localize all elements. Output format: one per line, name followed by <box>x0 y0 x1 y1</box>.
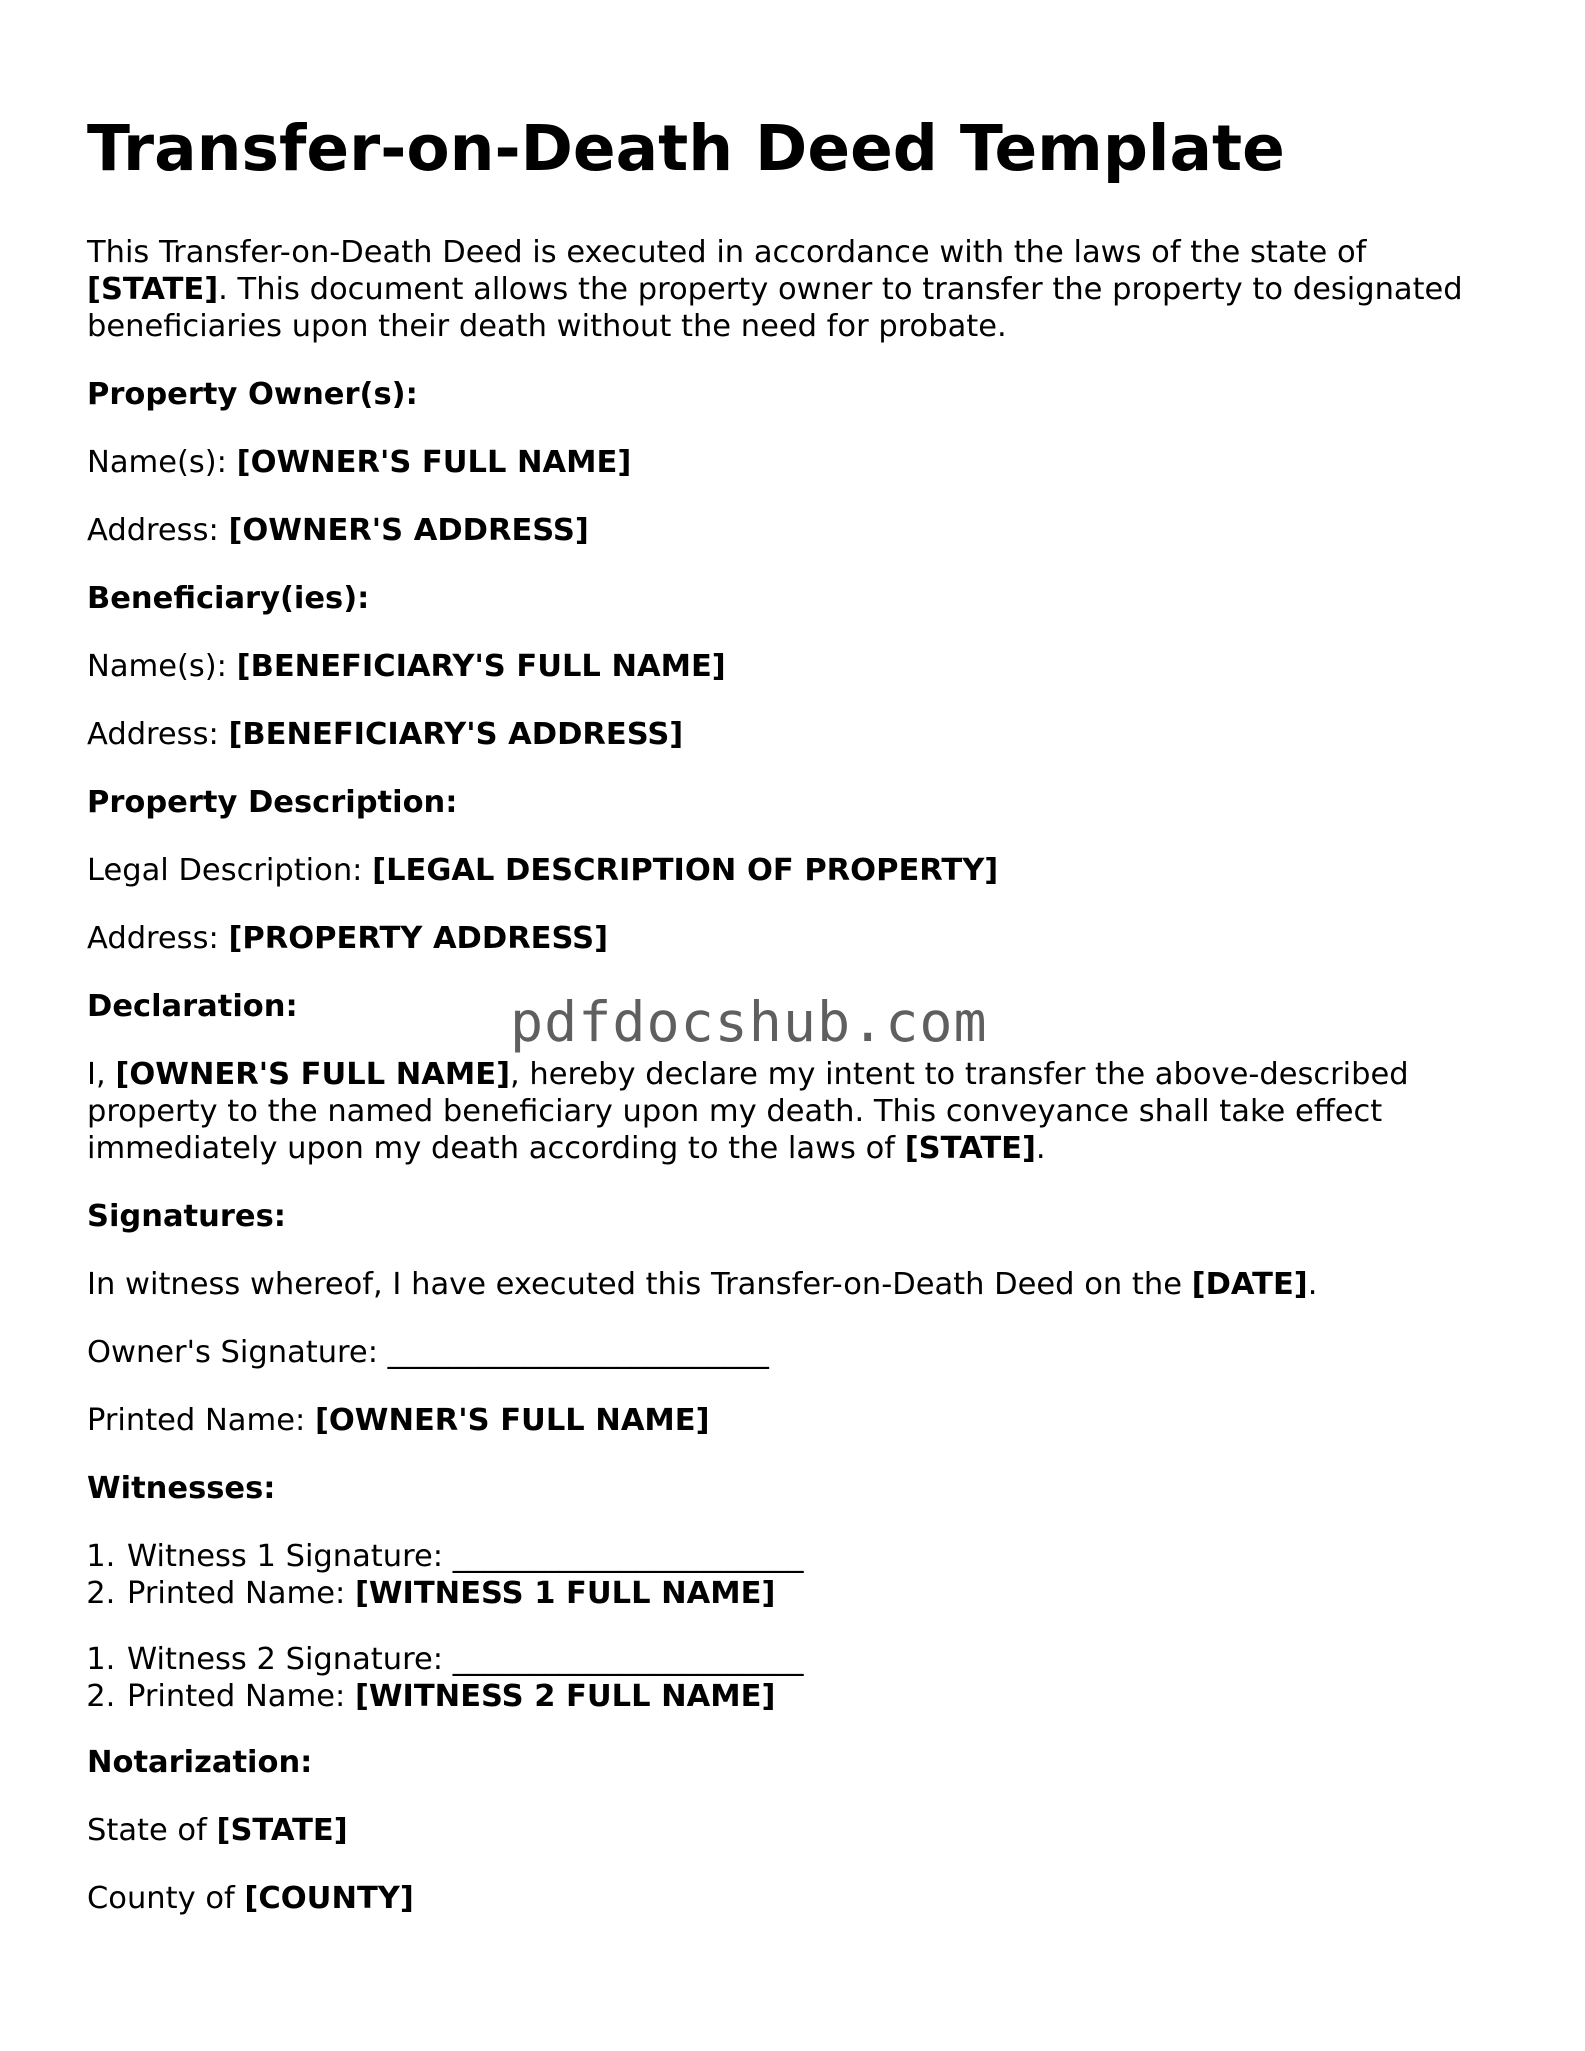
witness-1-signature-label: Witness 1 Signature: <box>127 1539 453 1574</box>
date-placeholder: [DATE] <box>1191 1267 1308 1302</box>
owner-address-label: Address: <box>87 513 229 548</box>
page-title: Transfer-on-Death Deed Template <box>87 112 1285 185</box>
owner-printed-name-placeholder: [OWNER'S FULL NAME] <box>314 1403 710 1438</box>
notary-state-line <box>87 1812 1507 1849</box>
witness-1-list <box>87 1538 1507 1612</box>
beneficiary-name-placeholder: [BENEFICIARY'S FULL NAME] <box>236 649 726 684</box>
property-legal-line <box>87 852 1507 889</box>
witness-whereof-text: In witness whereof, I have executed this Transfer-on-Death Deed on the <box>87 1267 1192 1302</box>
document-page <box>87 108 1507 1948</box>
beneficiary-address-line <box>87 716 1507 753</box>
notary-state-placeholder: [STATE] <box>216 1813 348 1848</box>
beneficiary-address-label: Address: <box>87 717 229 752</box>
witness-2-printed-name-label: Printed Name: <box>127 1679 355 1714</box>
owner-address-line <box>87 512 1507 549</box>
witness-whereof-end: . <box>1307 1267 1318 1302</box>
declaration-heading: Declaration: <box>87 989 298 1024</box>
witnesses-heading: Witnesses: <box>87 1471 276 1506</box>
witness-2-printed-name-item <box>125 1678 1507 1715</box>
property-address-placeholder: [PROPERTY ADDRESS] <box>228 921 609 956</box>
beneficiary-name-label: Name(s): <box>87 649 237 684</box>
witness-1-printed-name-placeholder: [WITNESS 1 FULL NAME] <box>354 1576 776 1611</box>
declaration-state-placeholder: [STATE] <box>904 1131 1036 1166</box>
notary-county-label: County of <box>87 1881 245 1916</box>
beneficiary-name-line <box>87 648 1507 685</box>
owner-signature-label: Owner's Signature: <box>87 1335 388 1370</box>
intro-text-start: This Transfer-on-Death Deed is executed in accordance with the laws of the state of <box>87 235 1367 270</box>
witness-2-signature-blank[interactable]: _______________________ <box>452 1642 804 1677</box>
beneficiary-heading: Beneficiary(ies): <box>87 581 370 616</box>
notary-state-label: State of <box>87 1813 217 1848</box>
declaration-owner-placeholder: [OWNER'S FULL NAME] <box>115 1057 511 1092</box>
witness-1-printed-name-item <box>125 1575 1507 1612</box>
owner-address-placeholder: [OWNER'S ADDRESS] <box>228 513 589 548</box>
declaration-text-start: I, <box>87 1057 116 1092</box>
owner-heading: Property Owner(s): <box>87 377 418 412</box>
witness-whereof-line <box>87 1266 1507 1303</box>
witness-1-signature-item <box>125 1538 1507 1575</box>
witness-2-printed-name-placeholder: [WITNESS 2 FULL NAME] <box>354 1679 776 1714</box>
witness-2-signature-item <box>125 1641 1507 1678</box>
witness-2-signature-label: Witness 2 Signature: <box>127 1642 453 1677</box>
notary-county-line <box>87 1880 1507 1917</box>
intro-paragraph <box>87 234 1507 345</box>
owner-printed-name-line <box>87 1402 1507 1439</box>
owner-signature-blank[interactable]: _________________________ <box>387 1335 769 1370</box>
property-heading: Property Description: <box>87 785 458 820</box>
owner-name-placeholder: [OWNER'S FULL NAME] <box>236 445 632 480</box>
owner-name-label: Name(s): <box>87 445 237 480</box>
beneficiary-address-placeholder: [BENEFICIARY'S ADDRESS] <box>228 717 684 752</box>
property-address-line <box>87 920 1507 957</box>
witness-1-printed-name-label: Printed Name: <box>127 1576 355 1611</box>
property-legal-placeholder: [LEGAL DESCRIPTION OF PROPERTY] <box>372 853 999 888</box>
owner-name-line <box>87 444 1507 481</box>
owner-signature-line <box>87 1334 1507 1371</box>
declaration-text-end: . <box>1035 1131 1046 1166</box>
signatures-heading: Signatures: <box>87 1199 286 1234</box>
owner-printed-name-label: Printed Name: <box>87 1403 315 1438</box>
declaration-paragraph <box>87 1056 1507 1167</box>
declaration-text-middle: , hereby declare my intent to transfer the above-described property to the named beneficiary upon my death. This conveyance shall take effect immediately upon my death according to the laws of <box>87 1057 1409 1166</box>
witness-2-list <box>87 1641 1507 1715</box>
intro-state-placeholder: [STATE] <box>87 272 219 307</box>
notary-county-placeholder: [COUNTY] <box>244 1881 414 1916</box>
intro-text-end: . This document allows the property owner to transfer the property to designated beneficiaries upon their death without the need for probate. <box>87 272 1463 344</box>
notarization-heading: Notarization: <box>87 1745 313 1780</box>
property-legal-label: Legal Description: <box>87 853 373 888</box>
property-address-label: Address: <box>87 921 229 956</box>
witness-1-signature-blank[interactable]: _______________________ <box>452 1539 804 1574</box>
watermark-text: pdfdocshub.com <box>510 990 988 1054</box>
